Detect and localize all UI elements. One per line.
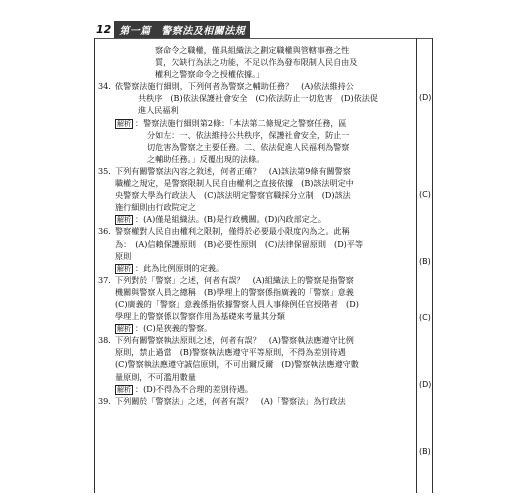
intro-line: 權利之警察命令之授權依據。」	[155, 69, 265, 80]
answer-35: (C)	[419, 190, 431, 199]
explanation-label: 解析	[117, 119, 131, 128]
explanation: 解析 ：(C)是狹義的警察。	[117, 323, 213, 334]
question-38	[98, 334, 415, 394]
question-number: 38.	[98, 335, 111, 346]
explanation-label: 解析	[117, 264, 131, 273]
question-stem: 警察權對人民自由權利之限制，僅得於必要最小限度內為之。此稱	[115, 226, 350, 237]
question-stem: 進人民福利	[138, 105, 179, 116]
page-header	[96, 22, 250, 36]
answer-34: (D)	[419, 93, 432, 102]
question-stem: 原則，禁止過當 (B)警察執法應遵守平等原則，不得為差別待遇	[115, 347, 346, 358]
left-rule	[94, 38, 95, 493]
answer-37: (C)	[419, 313, 431, 322]
question-39	[98, 395, 415, 407]
question-36	[98, 225, 415, 273]
question-stem: 央警察大學為行政法人 (C)該法明定警察官職採分立制 (D)該法	[115, 190, 351, 201]
right-rule	[432, 38, 433, 493]
answer-38: (D)	[419, 380, 432, 389]
question-stem: (C)廣義的「警察」意義係指依據警察人員人事條例任官授階者 (D)	[115, 298, 359, 309]
explanation-line: 分如左：一、依法維持公共秩序，保護社會安全，防止一	[147, 129, 350, 140]
explanation: 解析 ：(A)僅是組織法。(B)是行政機關。(D)內政部定之。	[117, 214, 327, 225]
explanation-line: 切危害為警察之主要任務。二、依法促進人民福利為警察	[147, 141, 350, 152]
question-34	[98, 80, 415, 165]
question-stem: 原則	[115, 250, 132, 261]
question-stem: 下列有關警察執法原則之述，何者有誤？ (A)警察執法應遵守比例	[115, 335, 354, 346]
answer-column-rule	[416, 38, 417, 493]
page-body	[98, 44, 415, 407]
question-number: 36.	[98, 226, 111, 237]
answer-36: (B)	[419, 257, 431, 266]
question-stem: 下列對於「警察」之述，何者有誤？ (A)組織法上的警察是指警察	[115, 274, 354, 285]
question-stem: 施行細則由行政院定之	[115, 202, 196, 213]
question-stem: 職權之規定，是警察限制人民自由權利之直接依據 (B)該法明定中	[115, 178, 354, 189]
page-number: 12	[96, 22, 112, 36]
question-37	[98, 274, 415, 334]
question-number: 35.	[98, 165, 111, 176]
explanation-label: 解析	[117, 325, 131, 334]
explanation: 解析 ：(D)不得為不合理的差別待遇。	[117, 383, 254, 394]
question-stem: 量原則，不可濫用數量	[115, 371, 196, 382]
question-number: 37.	[98, 274, 111, 285]
intro-line: 察命令之職權，僅具組織法之劃定職權與管轄事務之性	[155, 45, 350, 55]
explanation-line: 之輔助任務。」反覆出現的法條。	[147, 153, 265, 164]
chapter-tag: 第一篇 警察法及相關法規	[114, 21, 250, 38]
explanation-label: 解析	[117, 385, 131, 394]
question-number: 39.	[98, 395, 111, 406]
question-stem: 下列有關警察法內容之敘述，何者正確？ (A)該法第9條有關警察	[115, 165, 351, 176]
question-35	[98, 165, 415, 225]
question-stem: 機關與警察人員之總稱 (B)學理上的警察係指廣義的「警察」意義	[115, 286, 354, 297]
explanation-label: 解析	[117, 216, 131, 225]
question-stem: 依警察法施行細則，下列何者為警察之輔助任務？ (A)依法維持公	[115, 81, 354, 92]
question-stem: (C)警察執法應遵守誠信原則，不可出爾反爾 (D)警察執法應遵守數	[115, 359, 359, 370]
question-stem: 下列關於「警察法」之述，何者有誤？ (A)「警察法」為行政法	[115, 395, 346, 406]
question-stem: 學理上的警察係以警察作用為基礎來考量其分類	[115, 311, 285, 322]
explanation: 解析 ：警察法施行細則第2條：「本法第二條規定之警察任務，區	[117, 117, 347, 128]
explanation: 解析 ：此為比例原則的定義。	[117, 262, 225, 273]
question-stem: 為： (A)信賴保護原則 (B)必要性原則 (C)法律保留原則 (D)平等	[115, 238, 364, 249]
question-stem: 共秩序 (B)依法保護社會安全 (C)依法防止一切危害 (D)依法促	[138, 93, 378, 104]
intro-block	[115, 44, 415, 80]
answer-39: (B)	[419, 447, 431, 456]
question-number: 34.	[98, 81, 111, 92]
intro-line: 質，欠缺行為法之功能，不足以作為發布限制人民自由及	[155, 57, 358, 68]
header-rule	[94, 38, 432, 39]
